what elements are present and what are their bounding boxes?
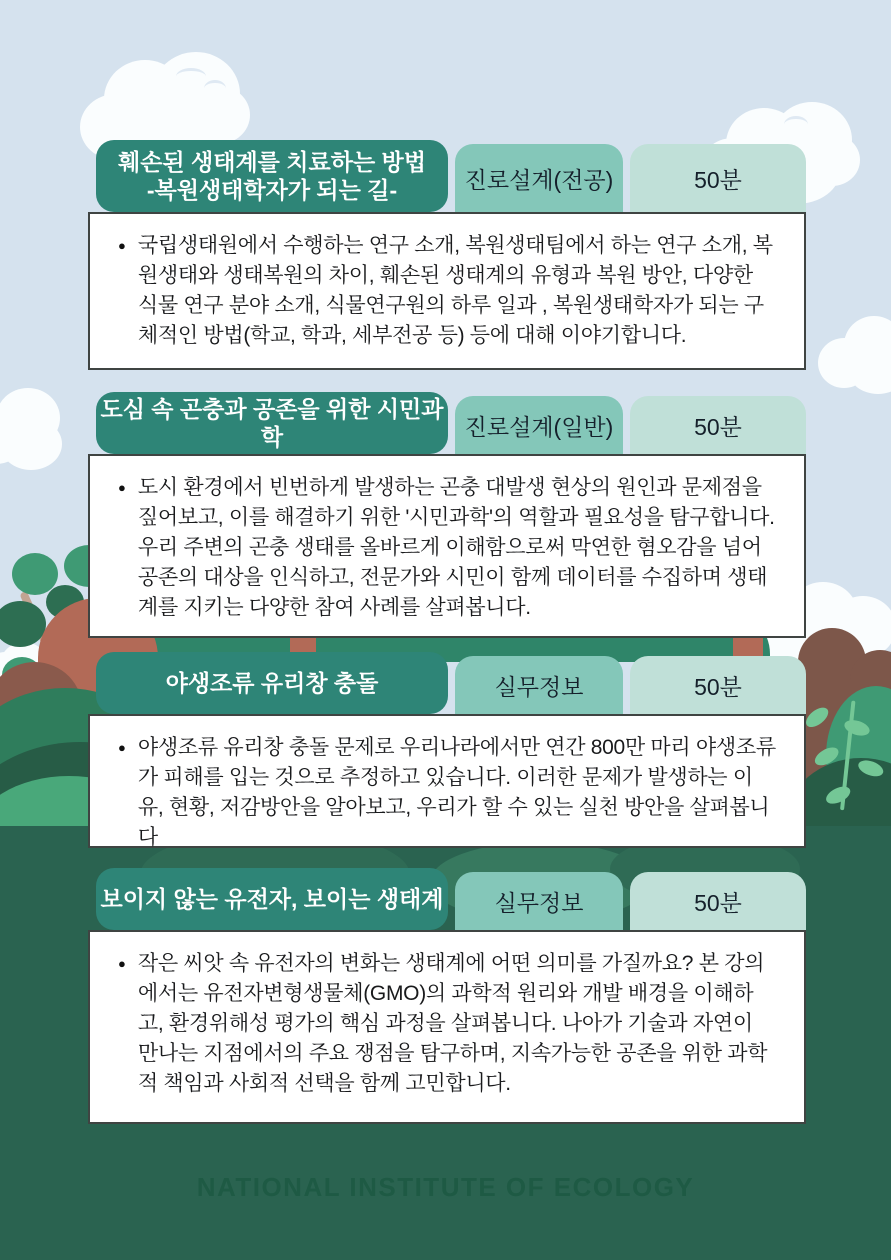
- session-title-line2: -복원생태학자가 되는 길-: [146, 177, 398, 203]
- session-2-description: 도시 환경에서 빈번하게 발생하는 곤충 대발생 현상의 원인과 문제점을 짚어보고, 이를 해결하기 위한 '시민과학'의 역할과 필요성을 탐구합니다. 우리 주변의 곤충 생태를 올바르게 이해함으로써 막연한 혐오감을 넘어 공존의 대상을 인식하고, 전문가와 시민이 함께 데이터를 수집하며 생태계를 지키는 다양한 참여 사례를 살펴봅니다.: [137, 476, 775, 619]
- bullet-icon: ●: [118, 480, 126, 495]
- cloud-doodle-icon: [204, 80, 226, 97]
- cloud-doodle-icon: [176, 68, 206, 85]
- session-3-header: [96, 652, 806, 714]
- sprig-leaf: [856, 757, 885, 779]
- session-2-category-badge: 진로설계(일반): [455, 396, 623, 454]
- session-4-description-card: [88, 930, 806, 1124]
- session-2-description-card: [88, 454, 806, 638]
- session-title-line1: 보이지 않는 유전자, 보이는 생태계: [100, 886, 444, 912]
- session-title-line1: 야생조류 유리창 충돌: [165, 670, 379, 696]
- session-1-category-badge: 진로설계(전공): [455, 144, 623, 212]
- session-title-line1: 도심 속 곤충과 공존을 위한 시민과학: [100, 396, 444, 450]
- session-3-category-badge: 실무정보: [455, 656, 623, 714]
- session-4-title-card: [96, 868, 448, 930]
- session-2-title-card: [96, 392, 448, 454]
- sprig-leaf: [803, 704, 832, 731]
- session-3-title-card: [96, 652, 448, 714]
- session-3-duration-badge: 50분: [630, 656, 806, 714]
- session-4-description: 작은 씨앗 속 유전자의 변화는 생태계에 어떤 의미를 가질까요? 본 강의에서는 유전자변형생물체(GMO)의 과학적 원리와 개발 배경을 이해하고, 환경위해성 평가의 핵심 과정을 살펴봅니다. 나아가 기술과 자연이 만나는 지점에서의 주요 쟁점을 탐구하며, 지속가능한 공존을 위한 과학적 책임과 사회적 선택을 함께 고민합니다.: [137, 952, 768, 1095]
- cloud-doodle-icon: [784, 116, 808, 133]
- session-1-description-card: [88, 212, 806, 370]
- bullet-icon: ●: [118, 740, 126, 755]
- footer-org-name: NATIONAL INSTITUTE OF ECOLOGY: [196, 1172, 695, 1202]
- session-1-title-card: [96, 140, 448, 212]
- session-1-duration-badge: 50분: [630, 144, 806, 212]
- session-2-duration-badge: 50분: [630, 396, 806, 454]
- session-4-header: [96, 868, 806, 930]
- session-4-category-badge: 실무정보: [455, 872, 623, 930]
- sprig-leaf: [823, 783, 853, 807]
- session-1-description: 국립생태원에서 수행하는 연구 소개, 복원생태팀에서 하는 연구 소개, 복원생태와 생태복원의 차이, 훼손된 생태계의 유형과 복원 방안, 다양한 식물 연구 분야 소개, 식물연구원의 하루 일과 , 복원생태학자가 되는 구체적인 방법(학교, 학과, 세부전공 등) 등에 대해 이야기합니다.: [137, 234, 773, 347]
- session-3-description: 야생조류 유리창 충돌 문제로 우리나라에서만 연간 800만 마리 야생조류가 피해를 입는 것으로 추정하고 있습니다. 이러한 문제가 발생하는 이유, 현황, 저감방안을 알아보고, 우리가 할 수 있는 실천 방안을 살펴봅니다: [137, 736, 776, 849]
- bullet-icon: ●: [118, 238, 126, 253]
- session-4-duration-badge: 50분: [630, 872, 806, 930]
- cloud-left-edge: [0, 388, 66, 474]
- session-3-description-card: [88, 714, 806, 848]
- cloud-right-edge: [818, 316, 891, 396]
- bullet-icon: ●: [118, 956, 126, 971]
- session-1-header: [96, 140, 806, 212]
- session-title-line1: 훼손된 생태계를 치료하는 방법: [117, 149, 426, 175]
- session-2-header: [96, 392, 806, 454]
- sprig-leaf: [812, 744, 842, 769]
